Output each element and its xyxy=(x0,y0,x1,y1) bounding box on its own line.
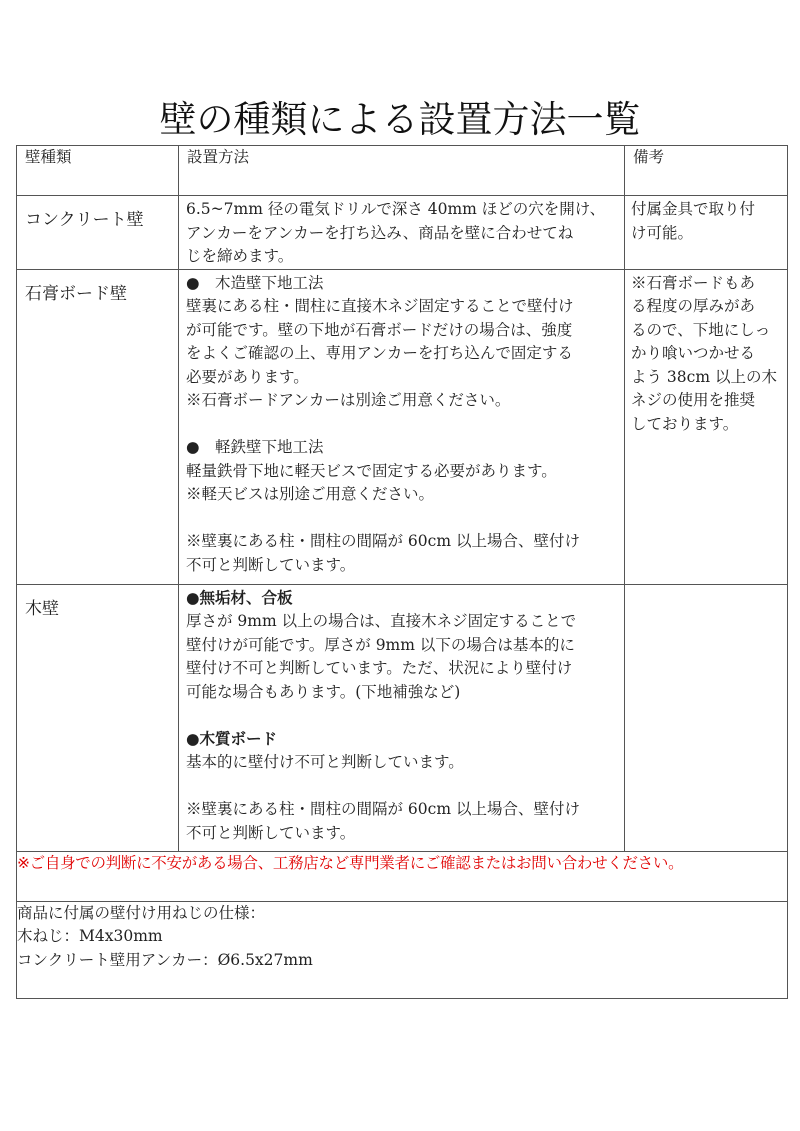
footnote-line: 不可と判断しています。 xyxy=(186,555,356,574)
method-line: ※石膏ボードアンカーは別途ご用意ください。 xyxy=(186,391,511,409)
method-line: 必要があります。 xyxy=(186,367,309,386)
wall-type-label: 石膏ボード壁 xyxy=(25,283,127,304)
wall-installation-table xyxy=(16,145,788,999)
wall-type-cell xyxy=(17,269,179,584)
screw-spec-cell xyxy=(17,901,788,998)
spec-line: コンクリート壁用アンカー：Ø6.5x27mm xyxy=(17,950,313,969)
warning-text: ※ご自身での判断に不安がある場合、工務店など専門業者にご確認またはお問い合わせください。 xyxy=(17,851,788,901)
spacer xyxy=(186,704,618,728)
method-line: 基本的に壁付け不可と判断しています。 xyxy=(186,753,464,771)
method-line: 厚さが 9mm 以上の場合は、直接木ネジ固定することで xyxy=(186,612,577,630)
page-title: 壁の種類による設置方法一覧 xyxy=(159,98,641,141)
note-line: かり喰いつかせる xyxy=(631,344,756,362)
section-heading-light-steel: ● 軽鉄壁下地工法 xyxy=(186,438,324,456)
table-row-wood-wall xyxy=(17,584,788,851)
note-line: よう 38cm 以上の木 xyxy=(631,367,777,386)
method-line: ※軽天ビスは別途ご用意ください。 xyxy=(186,485,435,503)
warning-row xyxy=(17,851,788,901)
spacer xyxy=(186,413,618,437)
notes-cell xyxy=(625,196,788,270)
section-heading-solid-wood: ●無垢材、合板 xyxy=(186,588,293,607)
header-method xyxy=(179,146,625,196)
spacer xyxy=(186,507,618,531)
footnote-line: 不可と判断しています。 xyxy=(186,823,356,842)
method-line: をよくご確認の上、専用アンカーを打ち込んで固定する xyxy=(186,344,573,362)
method-line: 可能な場合もあります。(下地補強など) xyxy=(186,682,461,701)
screw-spec-row xyxy=(17,901,788,998)
note-line: ネジの使用を推奨 xyxy=(631,391,756,409)
note-line: るので、下地にしっ xyxy=(631,320,771,339)
method-line: 軽量鉄骨下地に軽天ビスで固定する必要があります。 xyxy=(186,461,557,480)
notes-cell xyxy=(625,584,788,851)
footnote-line: ※壁裏にある柱・間柱の間隔が 60cm 以上場合、壁付け xyxy=(186,800,580,818)
wall-type-label: 木壁 xyxy=(25,598,59,619)
method-line: 壁付けが可能です。厚さが 9mm 以下の場合は基本的に xyxy=(186,635,575,654)
table-header-row xyxy=(17,146,788,196)
footnote-line: ※壁裏にある柱・間柱の間隔が 60cm 以上場合、壁付け xyxy=(186,532,580,550)
note-line: しております。 xyxy=(631,414,739,433)
method-line: 壁裏にある柱・間柱に直接木ネジ固定することで壁付け xyxy=(186,297,574,315)
note-line: 付属金具で取り付 xyxy=(631,200,756,218)
section-heading-wood-board: ●木質ボード xyxy=(186,729,278,748)
note-line: け可能。 xyxy=(631,223,694,242)
method-line: じを締めます。 xyxy=(186,247,294,265)
method-line: 壁付け不可と判断しています。ただ、状況により壁付け xyxy=(186,659,573,677)
section-heading-wood-frame: ● 木造壁下地工法 xyxy=(186,273,324,292)
table-row-gypsum-board xyxy=(17,269,788,584)
wall-type-cell xyxy=(17,196,179,270)
spec-line: 木ねじ：M4x30mm xyxy=(17,927,163,945)
method-cell xyxy=(179,196,625,270)
note-line: ※石膏ボードもあ xyxy=(631,273,756,292)
header-wall-type xyxy=(17,146,179,196)
note-line: る程度の厚みがあ xyxy=(631,297,756,315)
method-line: アンカーをアンカーを打ち込み、商品を壁に合わせてね xyxy=(186,223,574,242)
wall-type-label: コンクリート壁 xyxy=(25,210,144,230)
header-wall-type-label: 壁種類 xyxy=(25,148,72,166)
notes-cell xyxy=(625,269,788,584)
spacer xyxy=(186,775,618,799)
method-line: が可能です。壁の下地が石膏ボードだけの場合は、強度 xyxy=(186,320,573,339)
header-method-label: 設置方法 xyxy=(187,148,250,166)
header-notes-label: 備考 xyxy=(633,148,665,166)
table-row-concrete xyxy=(17,196,788,270)
method-cell xyxy=(179,269,625,584)
spec-line: 商品に付属の壁付け用ねじの仕様： xyxy=(17,903,266,922)
header-notes xyxy=(625,146,788,196)
method-cell xyxy=(179,584,625,851)
wall-type-cell xyxy=(17,584,179,851)
method-line: 6.5~7mm 径の電気ドリルで深さ 40mm ほどの穴を開け、 xyxy=(186,200,606,218)
